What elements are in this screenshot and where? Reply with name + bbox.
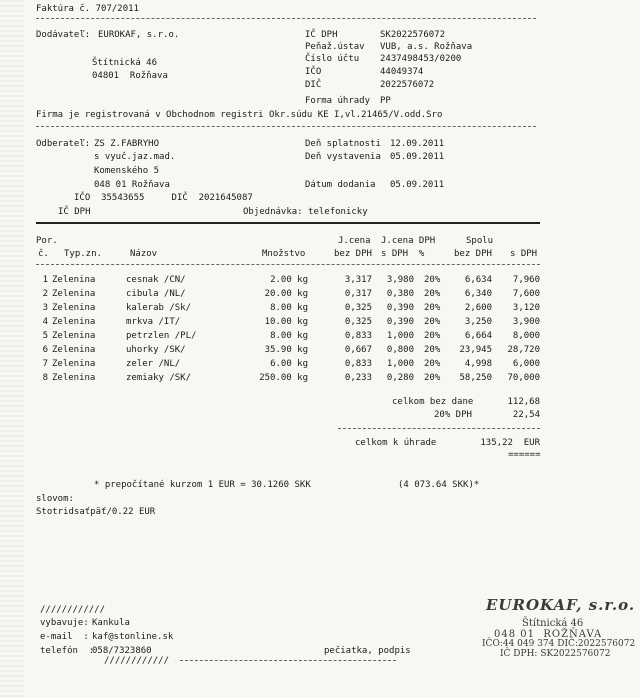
scan-edge	[0, 0, 24, 698]
in-words-label: slovom:	[36, 494, 74, 504]
row-no: 5	[42, 331, 48, 341]
row-name: uhorky /SK/	[126, 345, 186, 355]
row-total-vat: 7,600	[512, 289, 540, 299]
id-label: Forma úhrady	[305, 96, 371, 106]
id-value: 44049374	[380, 67, 424, 77]
col-price-vat-header: s DPH %	[381, 249, 425, 259]
col-total-header: Spolu	[466, 236, 494, 246]
row-vat: 20%	[424, 331, 441, 341]
vat-total-label: 20% DPH	[434, 410, 472, 420]
invoice-number: Faktúra č. 707/2011	[36, 4, 139, 14]
in-words: Stotridsaťpäť/0.22 EUR	[36, 507, 156, 517]
divider	[36, 222, 540, 224]
row-qty: 35.90 kg	[264, 345, 308, 355]
row-vat: 20%	[424, 373, 441, 383]
id-label: IČ DPH	[305, 30, 338, 40]
row-total-vat: 8,000	[512, 331, 540, 341]
row-total-vat: 70,000	[507, 373, 540, 383]
row-price: 0,325	[344, 303, 372, 313]
row-no: 1	[42, 275, 48, 285]
vat-total: 22,54	[512, 410, 540, 420]
row-price: 0,233	[344, 373, 372, 383]
row-total: 23,945	[459, 345, 492, 355]
customer-name: ZS Z.FABRYHO	[94, 139, 160, 149]
exchange-rate-note: * prepočítané kurzom 1 EUR = 30.1260 SKK	[94, 480, 311, 490]
due-date-label: Deň splatnosti	[305, 139, 381, 149]
divider	[338, 428, 540, 429]
row-name: zeler /NL/	[126, 359, 181, 369]
stamp-company-name: EUROKAF, s.r.o.	[486, 596, 636, 614]
row-price: 0,833	[344, 331, 372, 341]
row-price-vat: 0,280	[386, 373, 414, 383]
row-vat: 20%	[424, 275, 441, 285]
col-price-vat-header: J.cena DPH	[381, 236, 436, 246]
grand-total: 135,22 EUR	[480, 438, 540, 448]
id-label: DIČ	[305, 80, 322, 90]
row-no: 3	[42, 303, 48, 313]
row-name: petrzlen /PL/	[126, 331, 197, 341]
email: kaf@stonline.sk	[92, 632, 174, 642]
supplier-label: Dodávateľ:	[36, 30, 91, 40]
row-price-vat: 0,380	[386, 289, 414, 299]
row-type: Zelenina	[52, 331, 96, 341]
row-vat: 20%	[424, 317, 441, 327]
row-name: zemiaky /SK/	[126, 373, 192, 383]
signature-line	[180, 660, 396, 661]
col-total-vat-header: s DPH	[510, 249, 538, 259]
row-vat: 20%	[424, 345, 441, 355]
row-price-vat: 0,390	[386, 303, 414, 313]
row-price: 3,317	[344, 275, 372, 285]
id-value: VUB, a.s. Rožňava	[380, 42, 473, 52]
row-total-vat: 7,960	[512, 275, 540, 285]
row-price-vat: 0,800	[386, 345, 414, 355]
id-value: 2437498453/0200	[380, 54, 462, 64]
row-qty: 8.00 kg	[270, 303, 308, 313]
row-total: 3,250	[464, 317, 492, 327]
divider	[36, 264, 540, 265]
customer-icdph-label: IČ DPH	[58, 207, 91, 217]
net-total: 112,68	[507, 397, 540, 407]
col-total-header: bez DPH	[454, 249, 492, 259]
id-label: Peňaž.ústav	[305, 42, 365, 52]
supplier-city: 04801 Rožňava	[92, 71, 168, 81]
row-name: cibula /NL/	[126, 289, 186, 299]
row-total: 58,250	[459, 373, 492, 383]
row-total: 6,664	[464, 331, 492, 341]
net-total-label: celkom bez dane	[392, 397, 474, 407]
row-type: Zelenina	[52, 317, 96, 327]
row-type: Zelenina	[52, 345, 96, 355]
row-type: Zelenina	[52, 289, 96, 299]
phone-label: telefón :	[40, 646, 95, 656]
row-type: Zelenina	[52, 373, 96, 383]
id-label: IČO	[305, 67, 322, 77]
row-qty: 20.00 kg	[264, 289, 308, 299]
row-type: Zelenina	[52, 359, 96, 369]
row-total-vat: 6,000	[512, 359, 540, 369]
issued-by-label: vybavuje:	[40, 618, 89, 628]
customer-line2: s vyuč.jaz.mad.	[94, 152, 176, 162]
email-label: e-mail :	[40, 632, 89, 642]
col-name-header: Názov	[130, 249, 158, 259]
row-name: cesnak /CN/	[126, 275, 186, 285]
row-qty: 2.00 kg	[270, 275, 308, 285]
row-price: 0,317	[344, 289, 372, 299]
row-vat: 20%	[424, 289, 441, 299]
stamp-icdph: IČ DPH: SK2022576072	[500, 649, 611, 659]
row-total: 4,998	[464, 359, 492, 369]
row-total: 2,600	[464, 303, 492, 313]
phone: 058/7323860	[92, 646, 152, 656]
row-total-vat: 28,720	[507, 345, 540, 355]
col-price-header: bez DPH	[334, 249, 372, 259]
row-total: 6,340	[464, 289, 492, 299]
row-no: 8	[42, 373, 48, 383]
total-underline: ======	[508, 450, 541, 460]
row-name: mrkva /IT/	[126, 317, 181, 327]
id-label: Číslo účtu	[305, 54, 360, 64]
row-no: 4	[42, 317, 48, 327]
footer-slashes: ////////////	[104, 656, 170, 666]
issue-date: 05.09.2011	[390, 152, 445, 162]
skk-total: (4 073.64 SKK)*	[398, 480, 480, 490]
row-name: kalerab /Sk/	[126, 303, 192, 313]
customer-city: 048 01 Rožňava	[94, 180, 170, 190]
row-qty: 8.00 kg	[270, 331, 308, 341]
footer-slashes: ////////////	[40, 605, 106, 615]
grand-total-label: celkom k úhrade	[355, 438, 437, 448]
row-no: 7	[42, 359, 48, 369]
issued-by: Kankula	[92, 618, 130, 628]
col-qty-header: Množstvo	[262, 249, 306, 259]
stamp-signature-label: pečiatka, podpis	[324, 646, 411, 656]
row-qty: 250.00 kg	[259, 373, 308, 383]
due-date: 12.09.2011	[390, 139, 445, 149]
delivery-date: 05.09.2011	[390, 180, 445, 190]
col-price-header: J.cena	[338, 236, 371, 246]
divider	[36, 126, 536, 127]
id-value: 2022576072	[380, 80, 435, 90]
row-type: Zelenina	[52, 275, 96, 285]
row-vat: 20%	[424, 359, 441, 369]
row-qty: 10.00 kg	[264, 317, 308, 327]
row-price-vat: 0,390	[386, 317, 414, 327]
customer-label: Odberateľ:	[36, 139, 91, 149]
row-price-vat: 1,000	[386, 331, 414, 341]
row-price-vat: 3,980	[386, 275, 414, 285]
row-no: 6	[42, 345, 48, 355]
divider	[36, 18, 536, 19]
delivery-date-label: Dátum dodania	[305, 180, 376, 190]
row-qty: 6.00 kg	[270, 359, 308, 369]
row-vat: 20%	[424, 303, 441, 313]
row-price: 0,325	[344, 317, 372, 327]
row-price-vat: 1,000	[386, 359, 414, 369]
customer-ico: IČO 35543655 DIČ 2021645087	[74, 193, 253, 203]
row-no: 2	[42, 289, 48, 299]
customer-street: Komenského 5	[94, 166, 160, 176]
register-note: Firma je registrovaná v Obchodnom registri Okr.súdu KE I,vl.21465/V.odd.Sro	[36, 110, 443, 120]
issue-date-label: Deň vystavenia	[305, 152, 381, 162]
id-value: SK2022576072	[380, 30, 446, 40]
stamp-ids: IČO:44 049 374 DIČ:2022576072	[482, 639, 636, 649]
col-type-header: Typ.zn.	[64, 249, 102, 259]
row-total-vat: 3,900	[512, 317, 540, 327]
supplier-name: EUROKAF, s.r.o.	[98, 30, 180, 40]
stamp-street: Štítnická 46	[522, 618, 584, 629]
row-type: Zelenina	[52, 303, 96, 313]
col-no-header: č.	[38, 249, 49, 259]
row-total: 6,634	[464, 275, 492, 285]
supplier-street: Štítnická 46	[92, 58, 158, 68]
row-total-vat: 3,120	[512, 303, 540, 313]
row-price: 0,833	[344, 359, 372, 369]
row-price: 0,667	[344, 345, 372, 355]
stamp-city: 048 01 ROŽŇAVA	[494, 629, 603, 640]
order-info: Objednávka: telefonicky	[243, 207, 368, 217]
id-value: PP	[380, 96, 391, 106]
col-no-header: Por.	[36, 236, 58, 246]
